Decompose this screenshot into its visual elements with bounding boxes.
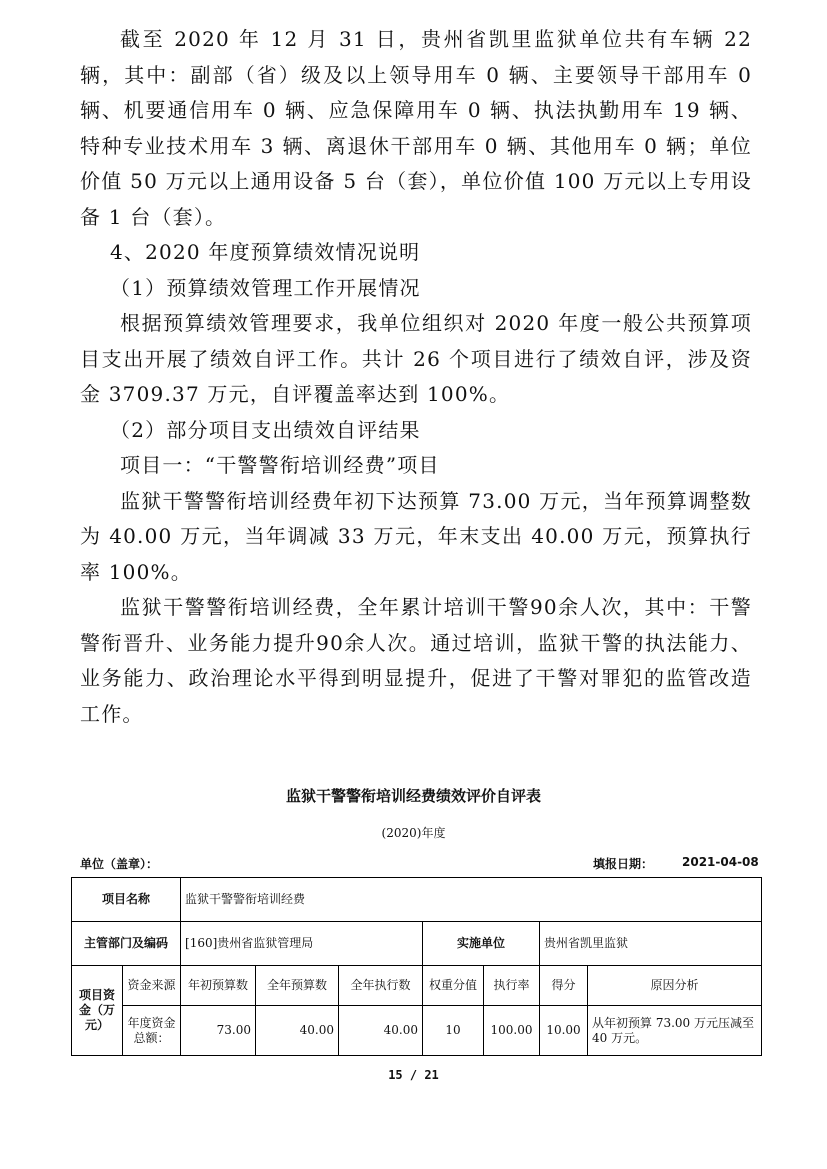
table-row <box>72 922 762 966</box>
header-cell: 得分 <box>540 966 588 1006</box>
header-cell: 全年预算数 <box>256 966 339 1006</box>
table-title: 监狱干警警衔培训经费绩效评价自评表 <box>285 787 541 805</box>
table-header-row <box>72 966 762 1006</box>
data-cell: 10.00 <box>540 1006 588 1056</box>
section-heading-performance: 4、2020 年度预算绩效情况说明 <box>110 240 421 264</box>
table-row <box>72 878 762 922</box>
paragraph-budget: 监狱干警警衔培训经费年初下达预算 73.00 万元，当年预算调整数为 40.00 万元，当年调减 33 万元，年末支出 40.00 万元，预算执行率 100%。 <box>80 488 752 584</box>
data-cell: 40.00 <box>256 1006 339 1056</box>
fill-date: 2021-04-08 <box>682 855 759 869</box>
header-cell: 原因分析 <box>588 966 762 1006</box>
data-cell: 从年初预算 73.00 万元压减至 40 万元。 <box>588 1006 762 1056</box>
project-name-value: 监狱干警警衔培训经费 <box>181 878 762 922</box>
body-text <box>80 22 752 732</box>
data-cell: 73.00 <box>181 1006 256 1056</box>
header-cell: 执行率 <box>484 966 540 1006</box>
subheading-results: （2）部分项目支出绩效自评结果 <box>110 417 421 442</box>
data-cell: 10 <box>423 1006 484 1056</box>
dept-label: 主管部门及编码 <box>72 922 181 966</box>
data-cell: 年度资金总额： <box>123 1006 181 1056</box>
project-name-label: 项目名称 <box>72 878 181 922</box>
unit-label: 单位（盖章）： <box>80 857 159 871</box>
impl-value: 贵州省凯里监狱 <box>540 922 762 966</box>
project-one-heading: 项目一：“干警警衔培训经费”项目 <box>120 453 440 477</box>
paragraph-vehicles: 截至 2020 年 12 月 31 日，贵州省凯里监狱单位共有车辆 22 辆，其中：副部（省）级及以上领导用车 0 辆、主要领导干部用车 0 辆、机要通信用车 0 辆、应急保障用车 0 辆、执法执勤用车 19 辆、特种专业技术用车 3 辆、离退休干部用车 0 辆、其他用车 0 辆；单位价值 50 万元以上通用设备 5 台（套），单位价值 100 万元以上专用设备 1 台（套）。 <box>80 27 752 229</box>
data-cell: 100.00 <box>484 1006 540 1056</box>
dept-value: [160]贵州省监狱管理局 <box>181 922 423 966</box>
header-cell: 权重分值 <box>423 966 484 1006</box>
subheading-management: （1）预算绩效管理工作开展情况 <box>110 275 421 300</box>
header-cell: 年初预算数 <box>181 966 256 1006</box>
table-year: (2020)年度 <box>381 826 446 840</box>
header-cell: 全年执行数 <box>339 966 423 1006</box>
performance-table <box>71 877 762 1056</box>
paragraph-training: 监狱干警警衔培训经费，全年累计培训干警90余人次，其中：干警警衔晋升、业务能力提升90余人次。通过培训，监狱干警的执法能力、业务能力、政治理论水平得到明显提升，促进了干警对罪犯的监管改造工作。 <box>80 595 752 726</box>
impl-label: 实施单位 <box>423 922 540 966</box>
paragraph-self-evaluation: 根据预算绩效管理要求，我单位组织对 2020 年度一般公共预算项目支出开展了绩效自评工作。共计 26 个项目进行了绩效自评，涉及资金 3709.37 万元，自评覆盖率达到 100%。 <box>80 311 752 406</box>
header-cell: 资金来源 <box>123 966 181 1006</box>
data-cell: 40.00 <box>339 1006 423 1056</box>
funds-label: 项目资金（万元） <box>72 966 123 1056</box>
table-row <box>72 1006 762 1056</box>
page-number: 15 / 21 <box>388 1068 439 1082</box>
fill-date-label: 填报日期： <box>593 857 654 871</box>
